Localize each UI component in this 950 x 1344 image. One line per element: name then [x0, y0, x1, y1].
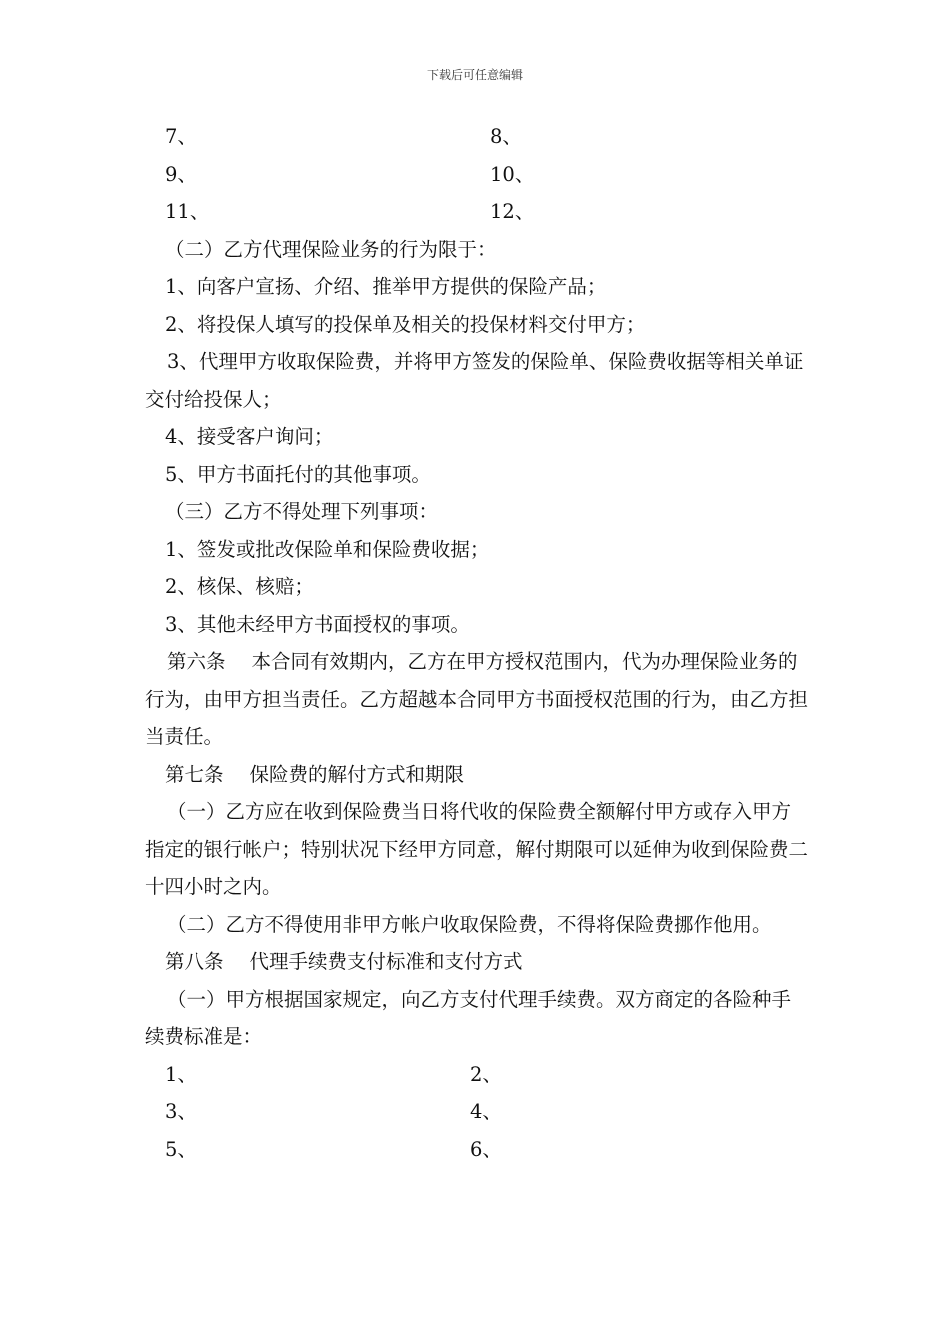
article-7-item: （二）乙方不得使用非甲方帐户收取保险费，不得将保险费挪作他用。: [167, 912, 772, 936]
article-8: [145, 943, 809, 981]
list-item: 3、代理甲方收取保险费，并将甲方签发的保险单、保险费收据等相关单证交付给投保人；: [145, 350, 804, 411]
article-body: 代理手续费支付标准和支付方式: [249, 950, 523, 973]
article-body: 保险费的解付方式和期限: [249, 762, 465, 786]
list-item: 1、向客户宣扬、介绍、推举甲方提供的保险产品；: [165, 275, 607, 298]
article-title: 第六条: [167, 650, 226, 673]
list-item: 4、接受客户询问；: [165, 425, 334, 448]
pair-left: 3、: [165, 1100, 197, 1123]
numbered-pair-row: [145, 1093, 809, 1131]
pair-left: 9、: [165, 162, 197, 186]
list-item: 2、将投保人填写的投保单及相关的投保材料交付甲方；: [165, 312, 646, 336]
list-item: 2、核保、核赔；: [165, 575, 314, 598]
article-7-item: （一）乙方应在收到保险费当日将代收的保险费全额解付甲方或存入甲方指定的银行帐户；特别状况下经甲方同意，解付期限可以延伸为收到保险费二十四小时之内。: [145, 800, 809, 898]
pair-left: 7、: [165, 125, 197, 148]
page-header: 下载后可任意编辑: [426, 68, 523, 82]
list-item: 5、甲方书面托付的其他事项。: [165, 462, 431, 486]
pair-right: 10、: [490, 162, 535, 186]
pair-right: 6、: [470, 1137, 502, 1161]
article-7: [145, 756, 809, 794]
pair-right: 8、: [490, 125, 522, 148]
section-heading: （二）乙方代理保险业务的行为限于：: [165, 237, 497, 261]
article-6: [145, 643, 809, 756]
pair-right: 2、: [470, 1062, 502, 1086]
article-8-item: （一）甲方根据国家规定，向乙方支付代理手续费。双方商定的各险种手续费标准是：: [145, 987, 792, 1048]
article-body: 本合同有效期内，乙方在甲方授权范围内，代为办理保险业务的行为，由甲方担当责任。乙方超越本合同甲方书面授权范围的行为，由乙方担当责任。: [145, 650, 809, 748]
numbered-pair-row: [145, 118, 809, 156]
article-title: 第七条: [165, 762, 224, 786]
article-title: 第八条: [165, 950, 224, 973]
list-item: 3、其他未经甲方书面授权的事项。: [165, 612, 470, 636]
pair-right: 12、: [490, 200, 535, 223]
pair-left: 11、: [165, 200, 210, 223]
pair-right: 4、: [470, 1100, 502, 1123]
pair-left: 1、: [165, 1062, 197, 1086]
list-item: 1、签发或批改保险单和保险费收据；: [165, 537, 490, 561]
numbered-pair-row: [145, 1056, 809, 1094]
section-heading: （三）乙方不得处理下列事项：: [165, 500, 439, 523]
document-body: [145, 118, 809, 1168]
numbered-pair-row: [145, 1131, 809, 1169]
numbered-pair-row: [145, 193, 809, 231]
numbered-pair-row: [145, 156, 809, 194]
pair-left: 5、: [165, 1137, 197, 1161]
